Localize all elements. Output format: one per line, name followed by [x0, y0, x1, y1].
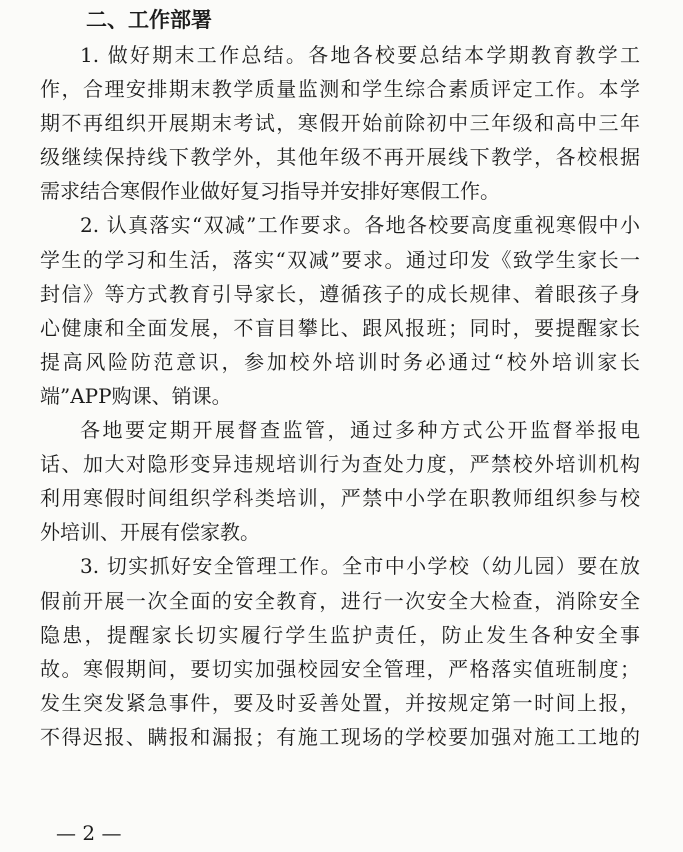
text-line: 不得迟报、瞒报和漏报；有施工现场的学校要加强对施工工地的 [40, 724, 640, 749]
text-line: 外培训、开展有偿家教。 [40, 520, 260, 545]
text-line: 3. 切实抓好安全管理工作。全市中小学校（幼儿园）要在放 [80, 554, 640, 579]
text-line: 话、加大对隐形变异违规培训行为查处力度，严禁校外培训机构 [40, 452, 640, 477]
text-line: 学生的学习和生活，落实“双减”要求。通过印发《致学生家长一 [40, 247, 640, 272]
text-line: 封信》等方式教育引导家长，遵循孩子的成长规律、着眼孩子身 [40, 281, 640, 306]
paragraph-1 [40, 38, 640, 208]
text-line: 需求结合寒假作业做好复习指导并安排好寒假工作。 [40, 179, 500, 204]
text-line: 期不再组织开展期末考试，寒假开始前除初中三年级和高中三年 [40, 111, 640, 136]
text-line: 级继续保持线下教学外，其他年级不再开展线下教学，各校根据 [40, 145, 640, 170]
text-line: 提高风险防范意识，参加校外培训时务必通过“校外培训家长 [40, 349, 640, 374]
page-number: — 2 — [56, 821, 122, 845]
text-line: 端”APP购课、销课。 [40, 383, 232, 408]
text-line: 1. 做好期末工作总结。各地各校要总结本学期教育教学工 [80, 43, 640, 67]
text-line: 2. 认真落实“双减”工作要求。各地各校要高度重视寒假中小 [80, 213, 640, 238]
text-line: 各地要定期开展督查监管，通过多种方式公开监督举报电 [80, 418, 640, 443]
text-line: 心健康和全面发展，不盲目攀比、跟风报班；同时，要提醒家长 [40, 315, 640, 340]
text-line: 利用寒假时间组织学科类培训，严禁中小学在职教师组织参与校 [40, 486, 640, 511]
document-body [40, 38, 640, 754]
paragraph-4 [40, 549, 640, 754]
text-line: 隐患，提醒家长切实履行学生监护责任，防止发生各种安全事 [40, 622, 640, 647]
section-heading: 二、工作部署 [86, 8, 212, 32]
paragraph-2 [40, 208, 640, 413]
text-line: 假前开展一次全面的安全教育，进行一次安全大检查，消除安全 [40, 588, 640, 613]
text-line: 故。寒假期间，要切实加强校园安全管理，严格落实值班制度； [40, 656, 640, 681]
text-line: 作，合理安排期末教学质量监测和学生综合素质评定工作。本学 [40, 77, 640, 102]
paragraph-3 [40, 413, 640, 549]
text-line: 发生突发紧急事件，要及时妥善处置，并按规定第一时间上报， [40, 690, 640, 715]
